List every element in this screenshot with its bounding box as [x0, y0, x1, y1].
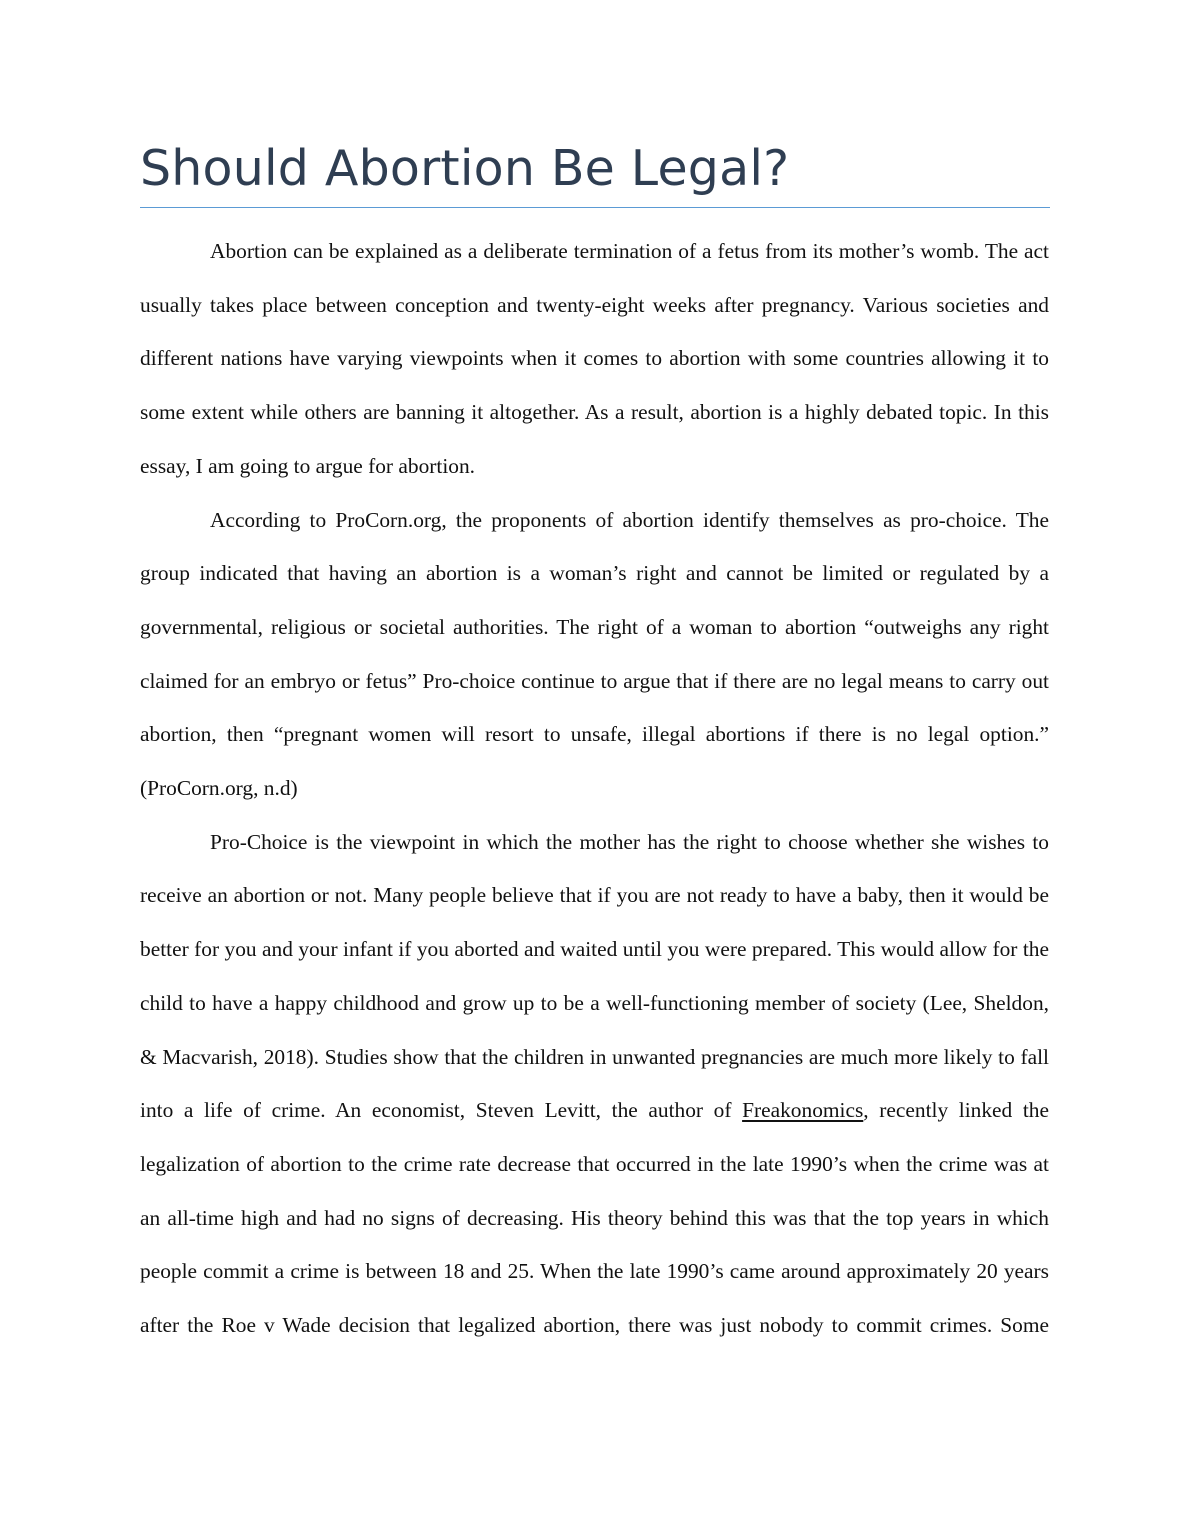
paragraph-pro-choice-text-before: Pro-Choice is the viewpoint in which the mother has the right to choose whether she wishes to receive an abortion or not. Many people believe that if you are not ready to have a baby, then it would be better for you and your infant if you aborted and waited until you were prepared. This would allow for the child to have a happy childhood and grow up to be a well-functioning member of society (Lee, Sheldon, & Macvarish, 2018). Studies show that the children in unwanted pregnancies are much more likely to fall into a life of crime. An economist, Steven Levitt, the author of: [140, 829, 1049, 1123]
document-title: Should Abortion Be Legal?: [140, 140, 790, 197]
title-underline-rule: [140, 207, 1050, 208]
book-title-freakonomics: Freakonomics: [742, 1098, 864, 1123]
paragraph-intro: Abortion can be explained as a deliberate termination of a fetus from its mother’s womb. The act usually takes place between conception and twenty-eight weeks after pregnancy. Various societies and different nations have varying viewpoints when it comes to abortion with some countries allowing it to some extent while others are banning it altogether. As a result, abortion is a highly debated topic. In this essay, I am going to argue for abortion.: [140, 239, 1049, 478]
paragraph-procon: According to ProCorn.org, the proponents of abortion identify themselves as pro-choice. The group indicated that having an abortion is a woman’s right and cannot be limited or regulated by a governmental, religious or societal authorities. The right of a woman to abortion “outweighs any right claimed for an embryo or fetus” Pro-choice continue to argue that if there are no legal means to carry out abortion, then “pregnant women will resort to unsafe, illegal abortions if there is no legal option.” (ProCorn.org, n.d): [140, 507, 1049, 801]
paragraph-pro-choice-text-after: , recently linked the legalization of abortion to the crime rate decrease that occurred in the late 1990’s when the crime was at an all-time high and had no signs of decreasing. His theory behind this was that the top years in which people commit a crime is between 18 and 25. When the late 1990’s came around approximately 20 years after the Roe v Wade decision that legalized abortion, there was just nobody to commit crimes. Some: [140, 1098, 1049, 1338]
paragraph-pro-choice: [140, 816, 1049, 1353]
document-body: [140, 225, 1049, 1353]
